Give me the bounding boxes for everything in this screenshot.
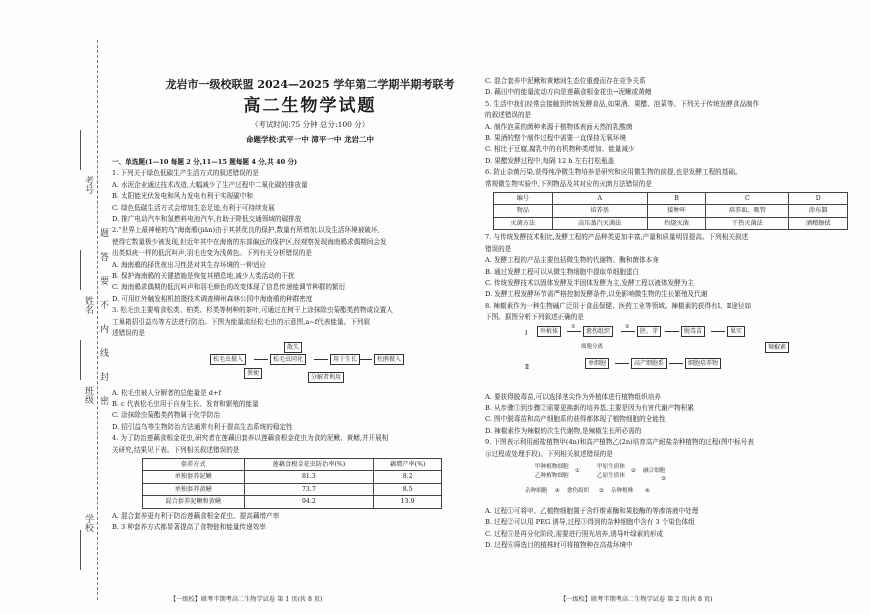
- question-stem: 错误的是: [485, 244, 512, 253]
- diagram-node: 愈伤组织: [583, 326, 613, 337]
- option: C. 图中脱毒苗和高产细胞系的获得都体现了植物细胞的全能性: [485, 415, 666, 424]
- table-cell: 单独套养黄鳝: [143, 483, 245, 495]
- column-header: 藕增产率(%): [374, 458, 442, 470]
- diagram-node: 分解者利用: [308, 372, 344, 383]
- option: B. 保护海南鳽的关键措施是恢复其栖息地,减少人类活动的干扰: [112, 272, 295, 281]
- table-header-row: [143, 458, 442, 470]
- option: C. 绿色低碳生活方式会增加生态足迹,有利于可持续发展: [112, 203, 275, 212]
- table-header-row: [494, 193, 848, 205]
- diagram-node: 融合细胞: [643, 467, 666, 474]
- table-row: [143, 483, 442, 495]
- diagram-arrow: [665, 331, 679, 332]
- option: B. 过程②可以用 PEG 诱导,过程③得到的杂种细胞中含有 3 个染色体组: [485, 518, 695, 527]
- step-label: 细胞分离: [581, 343, 604, 350]
- question-9: [485, 437, 857, 551]
- step-marker: ②: [631, 467, 637, 474]
- option: A. 过程①可将甲、乙植物细胞置于含纤维素酶和果胶酶的等渗溶液中处理: [485, 506, 699, 515]
- diagram-arrow: [711, 331, 725, 332]
- option: D. 招引益鸟等生物防治方法通常有利于提高生态系统的稳定性: [112, 422, 293, 431]
- option: C. 相比于豆腐,腐乳中的有机物种类增加、能量减少: [485, 145, 635, 154]
- exam-title: 高二生物学试题: [243, 96, 377, 116]
- question-stem: 2.“世界上最神秘的鸟”海南鳽(jiān)由于其甚优良的保护,数量有所增加,以及生活环境被破坏,: [112, 226, 380, 235]
- diagram-arrow: [615, 363, 629, 364]
- warning-char: 内: [100, 325, 110, 335]
- diagram-node: 单细胞: [585, 358, 609, 369]
- table-cell: 培养皿、吸管: [706, 205, 789, 217]
- column-header: 编号: [494, 193, 553, 205]
- table-cell: 物品: [494, 205, 553, 217]
- option: A. 制作泡菜的菌种来源于植物体表面天然的乳酸菌: [485, 122, 633, 131]
- question-stem: 5. 生活中我们经常会接触到传统发酵食品,如果酒、果醋、泡菜等。下列关于传统发酵食品制作: [485, 99, 760, 108]
- table-cell: 灼烧灭菌: [647, 217, 706, 229]
- step-marker: ③: [661, 475, 667, 482]
- route-label: Ⅰ: [525, 329, 528, 337]
- warning-char: 要: [100, 277, 110, 287]
- page-footer-left: 【一级校】联考半期考高二生物学试卷 第 1 页(共 8 页): [170, 596, 323, 603]
- column-header: B: [647, 193, 706, 205]
- diagram-node: 乙原生质体: [597, 472, 625, 479]
- name-line: [80, 250, 81, 290]
- class-label: 班级: [83, 386, 93, 404]
- option: D. 发酵工程发酵环节需严格控制发酵条件,以免影响微生物的生长繁殖及代谢: [485, 290, 708, 299]
- table-cell: 13.9: [374, 496, 442, 508]
- option: A. 混合套养更有利于防治莲藕食根金花虫、提高藕增产率: [112, 511, 280, 520]
- question-stem: 述错误的是: [112, 329, 145, 338]
- table-cell: 酒精擦拭: [789, 217, 848, 229]
- question-1: [112, 168, 474, 225]
- diagram-node: 乙种植物细胞: [535, 472, 569, 479]
- seal-line: [97, 40, 98, 600]
- name-label: 姓名: [83, 296, 93, 314]
- warning-char: 不: [100, 301, 110, 311]
- energy-flow-diagram: [112, 342, 474, 386]
- warning-char: 密: [100, 397, 110, 407]
- option: D. 藕田中的能量流动方向是莲藕食根金花虫→泥鳅或黄鳝: [485, 88, 652, 97]
- school-label: 学校: [83, 514, 93, 532]
- diagram-node: 果实: [727, 326, 745, 337]
- option: A. 水泥企业通过技术改造,大幅减少了生产过程中二氧化碳的排放量: [112, 180, 308, 189]
- diagram-node: 用于生长: [330, 354, 360, 365]
- table-row: [143, 496, 442, 508]
- question-3: [112, 305, 474, 433]
- diagram-node: 甲种植物细胞: [535, 463, 569, 470]
- option: A. 海南鳽的择优夜出习性是对其生存环境的一种适应: [112, 260, 267, 269]
- question-stem: 工巢箱招引益鸟等方法进行防治。下图为能量流经松毛虫的示意图,a~f代表能量。下列叙: [112, 317, 370, 326]
- diagram-node: 松毛虫摄入: [210, 354, 246, 365]
- question-stem: 关研究,结果见下表。下列相关叙述错误的是: [112, 445, 240, 454]
- option: D. 过程⑥筛选目的植株时可将植物种在高盐环境中: [485, 541, 633, 550]
- question-2: [112, 225, 474, 305]
- step-marker: ①: [571, 323, 576, 330]
- diagram-node: 胚、芽: [637, 326, 661, 337]
- diagram-node: 松毛虫同化: [270, 354, 306, 365]
- capsaicin-pathway-diagram: [485, 323, 857, 390]
- diagram-node: 甲原生质体: [597, 463, 625, 470]
- diagram-node: 外植体: [537, 326, 561, 337]
- table-cell: 接种环: [647, 205, 706, 217]
- somatic-hybridization-diagram: [485, 462, 857, 504]
- diagram-node: 脱毒苗: [681, 326, 705, 337]
- section-heading: 一、单选题(1—10 每题 2 分,11—15 题每题 4 分,共 40 分): [112, 158, 298, 166]
- column-header: 莲藕食根金花虫防治率(%): [244, 458, 374, 470]
- results-table: [142, 458, 442, 509]
- table-cell: 涂布器: [789, 205, 848, 217]
- question-stem: 的叙述错误的是: [485, 111, 532, 120]
- option: C. 涂抹除虫菊酯类药物属于化学防治: [112, 411, 220, 420]
- warning-char: 封: [100, 373, 110, 383]
- table-cell: 干热灭菌法: [706, 217, 789, 229]
- diagram-node: 粪便: [244, 368, 262, 379]
- right-column: [485, 76, 857, 552]
- route-label: Ⅱ: [525, 363, 530, 371]
- column-header: 套养方式: [143, 458, 245, 470]
- diagram-node: 杂种植株: [611, 487, 634, 494]
- option: B. 通过发酵工程可以从微生物细胞中提取单细胞蛋白: [485, 267, 640, 276]
- diagram-node: 高产细胞系: [631, 358, 667, 369]
- question-stem: 9. 下图表示利用耐盐植物甲(4n)和高产植物乙(2n)培育高产耐盐杂种植物的过程(图中标号表: [485, 438, 754, 447]
- question-stem: 常规微生物实验中,下列物品及其对应的灭菌方法错误的是: [485, 179, 652, 188]
- warning-char: 线: [100, 349, 110, 359]
- option: A. 发酵工程的产品主要包括微生物的代谢物、酶和菌体本身: [485, 256, 659, 265]
- diagram-node: 杂种细胞: [525, 487, 548, 494]
- question-stem: 下图。据图分析下列叙述正确的是: [485, 313, 584, 322]
- step-marker: ④: [555, 487, 561, 494]
- question-stem: 出类似疣一样的低沉叫声,羽毛也变为浅黄色。下列有关分析错误的是: [112, 249, 312, 258]
- page-footer-right: 【一级校】联考半期考高二生物学试卷 第 2 页(共 8 页): [560, 596, 713, 603]
- question-stem: 示过程或处理手段)。下列相关叙述错误的是: [485, 449, 613, 458]
- question-stem: 6. 防止杂菌污染,获得纯净微生物培养是研究和应用微生物的前提,也是发酵工程的基础。: [485, 168, 742, 177]
- option: C. 传统发酵技术以固体发酵及半固体发酵为主,发酵工程以液体发酵为主: [485, 278, 694, 287]
- option: C. 海南鳽求偶期的低沉叫声和羽毛颜色的改变体现了信息传递能调节种群的繁衍: [112, 283, 346, 292]
- table-row: [143, 471, 442, 483]
- diagram-arrow: [360, 359, 372, 360]
- school-line: [80, 530, 81, 570]
- warning-char: 答: [100, 253, 110, 263]
- step-marker: ⑤: [599, 487, 605, 494]
- table-cell: 73.7: [244, 483, 374, 495]
- binding-margin: [0, 0, 108, 615]
- question-4: [112, 433, 474, 533]
- option: D. 可用红外触发相机拍摄技术调查柳州森林公园中海南鳽的种群密度: [112, 294, 313, 303]
- option: B. 果酒的整个制作过程中需要一直保持无氧环境: [485, 134, 626, 143]
- left-column: [112, 157, 474, 533]
- diagram-arrow: [254, 359, 268, 360]
- option: B. 3 种套养方式都显著提高了食物链和能量传递效率: [112, 522, 266, 531]
- exam-union-title: 龙岩市一级校联盟 2024—2025 学年第二学期半期考联考: [165, 78, 455, 91]
- question-stem: 3. 松毛虫主要啃食松类、柏类、杉类等树种的茶叶,可通过在树干上涂抹除虫菊酯类药物或设置人: [112, 306, 393, 315]
- exam-number-line: [80, 130, 81, 170]
- table-cell: 灭菌方法: [494, 217, 553, 229]
- question-stem: 4. 为了防治莲藕食根金花虫,研究者在莲藕田套养以莲藕食根金花虫为食的泥鳅、黄鳝,并开展相: [112, 434, 389, 443]
- sterilization-table: [493, 192, 848, 230]
- diagram-node: 散失: [284, 342, 302, 353]
- table-row: [494, 205, 848, 217]
- question-stem: 使得它数量极少被发现,但近年其中在海南的东部偏远的保护区,经观察发现海南鳽求偶期间会发: [112, 237, 387, 246]
- step-marker: ⑥: [645, 487, 651, 494]
- diagram-node: 愈伤组织: [567, 487, 590, 494]
- option: B. 从步骤①到步骤②需要更换新的培养基,主要是因为有害代谢产物积累: [485, 403, 694, 412]
- table-cell: 高压蒸汽灭菌法: [552, 217, 647, 229]
- diagram-arrow: [669, 363, 683, 364]
- option: D. 辣椒素作为辣椒的次生代谢物,是辣椒生长所必需的: [485, 426, 642, 435]
- diagram-node: 杜鹃摄入: [374, 354, 404, 365]
- table-cell: 81.3: [244, 471, 374, 483]
- table-cell: 混合套养泥鳅和黄鳝: [143, 496, 245, 508]
- proposing-schools: 命题学校:武平一中 漳平一中 龙岩二中: [246, 135, 374, 144]
- question-stem: 7. 与传统发酵技术相比,发酵工程的产品种类更加丰富,产量和质量明显提高。下列相关叙述: [485, 233, 749, 242]
- option: B. c 代表松毛虫用于自身生长、发育和繁殖的能量: [112, 399, 259, 408]
- option: C. 过程⑤是再分化阶段,需要进行照光培养,诱导叶绿素的形成: [485, 529, 664, 538]
- question-6: [485, 167, 857, 230]
- table-row: [494, 217, 848, 229]
- option: D. 果醋发酵过程中,每隔 12 h 左右打松瓶盖: [485, 156, 615, 165]
- table-cell: 培养基: [552, 205, 647, 217]
- column-header: A: [552, 193, 647, 205]
- table-cell: 8.5: [374, 483, 442, 495]
- diagram-arrow: [314, 359, 328, 360]
- exam-time-info: （考试时间:75 分钟 总分:100 分）: [250, 120, 370, 129]
- question-5: [485, 99, 857, 167]
- diagram-node: 辣椒素: [765, 342, 789, 353]
- warning-char: 题: [100, 229, 110, 239]
- step-marker: ①: [575, 467, 581, 474]
- option: A. 要获得脱毒苗,可以选择茎尖作为外植体进行植物组织培养: [485, 392, 661, 401]
- question-stem: 8. 辣椒素作为一种生物碱广泛用于食品保健、医药工业等领域。辣椒素的获得有Ⅰ、Ⅱ途径如: [485, 301, 752, 310]
- question-7: [485, 232, 857, 300]
- option: C. 混合套养中泥鳅和黄鳝间生态位重叠而存在竞争关系: [485, 77, 646, 85]
- step-marker: ②: [625, 323, 630, 330]
- table-cell: 94.2: [244, 496, 374, 508]
- column-header: D: [789, 193, 848, 205]
- question-stem: 1. 下列关于绿色低碳生产生活方式的叙述错误的是: [112, 169, 259, 178]
- diagram-node: 细胞培养物: [685, 358, 721, 369]
- table-cell: 单独套养泥鳅: [143, 471, 245, 483]
- column-header: C: [706, 193, 789, 205]
- exam-number-label: 考号: [83, 176, 93, 194]
- option: A. 松毛虫被人分解者的总能量是 d+f: [112, 388, 221, 397]
- option: D. 推广电动汽车和氢燃料电池汽车,有助于降低交通领域的碳排放: [112, 215, 302, 224]
- table-cell: 8.2: [374, 471, 442, 483]
- class-line: [80, 340, 81, 380]
- option: B. 太阳能光伏发电和风力发电有利于实现碳中和: [112, 192, 253, 201]
- question-8: [485, 301, 857, 437]
